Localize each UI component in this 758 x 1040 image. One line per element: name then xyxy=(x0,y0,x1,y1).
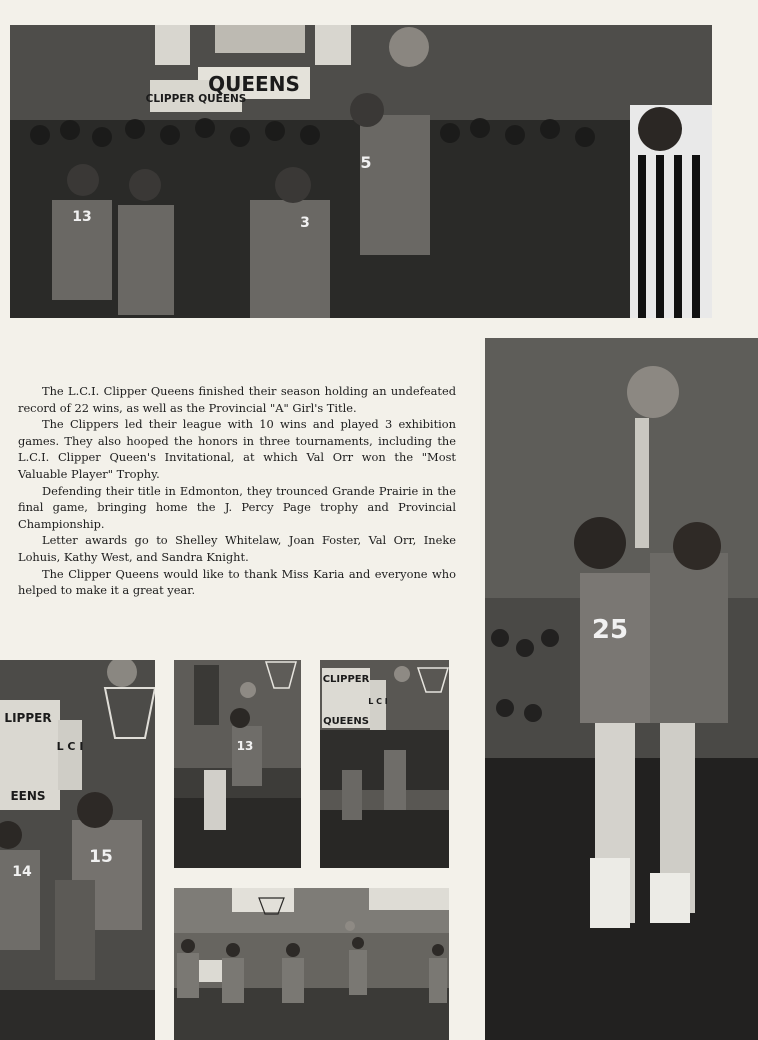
story-paragraph: Letter awards go to Shelley Whitelaw, Joan Foster, Val Orr, Ineke Lohuis, Kathy West, and Sandra Knight. xyxy=(18,533,456,564)
mid-a-jersey-13: 13 xyxy=(236,739,254,753)
photo-middle-b-scene xyxy=(320,660,449,868)
bl-jersey-15: 15 xyxy=(89,847,113,867)
story-paragraph: The Clippers led their league with 10 wins and played 3 exhibition games. They also hooped the honors in three tournaments, including the L.C.I. Clipper Queen's Invitational, at which Val Orr won the "Most Valuable Player" Trophy. xyxy=(18,417,456,481)
top-jersey-3: 3 xyxy=(300,215,310,231)
photo-middle-b xyxy=(320,660,449,868)
photo-top-scene xyxy=(10,25,712,318)
photo-tipoff xyxy=(485,338,758,1040)
top-jersey-13: 13 xyxy=(72,209,92,225)
mid-b-banner-lci: L C I xyxy=(368,697,388,706)
mid-b-banner-queens: QUEENS xyxy=(323,716,369,727)
story-text xyxy=(18,383,456,599)
top-jersey-5: 5 xyxy=(360,153,372,172)
story-paragraph: Defending their title in Edmonton, they trounced Grande Prairie in the final game, bringing home the J. Percy Page trophy and Provincial Championship. xyxy=(18,483,456,531)
photo-middle-a xyxy=(174,660,301,868)
photo-middle-a-scene xyxy=(174,660,301,868)
photo-tipoff-scene xyxy=(485,338,758,1040)
top-banner-queens: QUEENS xyxy=(208,72,300,96)
story-paragraph: The Clipper Queens would like to thank Miss Karia and everyone who helped to make it a great year. xyxy=(18,566,456,598)
bl-banner-lci: L C I xyxy=(56,740,84,753)
bl-banner-clipper: LIPPER xyxy=(4,711,52,725)
photo-top-jump-shot xyxy=(10,25,712,318)
mid-b-banner-clipper: CLIPPER xyxy=(322,674,370,685)
bl-jersey-14: 14 xyxy=(12,864,32,880)
photo-bottom-middle xyxy=(174,888,449,1040)
photo-bottom-left-scene xyxy=(0,660,155,1040)
top-banner-clipper-queens: CLIPPER QUEENS xyxy=(145,93,247,105)
photo-bottom-middle-scene xyxy=(174,888,449,1040)
story-paragraph: The L.C.I. Clipper Queens finished their season holding an undefeated record of 22 wins, as well as the Provincial "A" Girl's Title. xyxy=(18,384,456,415)
tipoff-jersey-25: 25 xyxy=(591,615,629,645)
bl-banner-queens: EENS xyxy=(10,789,46,803)
photo-bottom-left xyxy=(0,660,155,1040)
